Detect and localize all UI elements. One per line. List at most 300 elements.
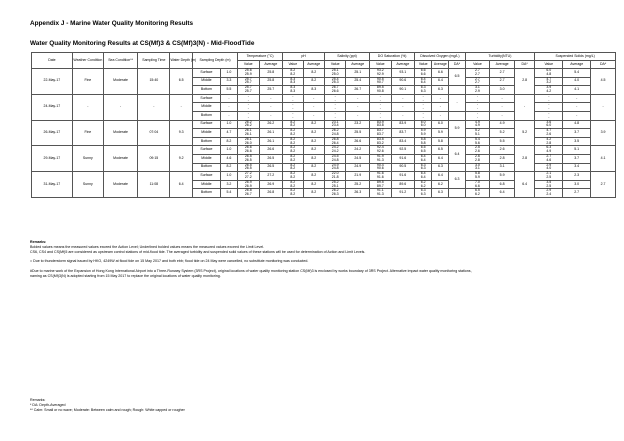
cell-turbidity-reading: 5.2 [474,128,480,133]
cell-ph [283,172,303,181]
cell-dissolved-oxygen-reading: 5.9 [420,128,426,133]
col-salinity: Salinity (ppt) [324,53,369,61]
cell-temperature-reading: 26.9 [244,179,252,184]
subcol-dov-value: Value [415,61,432,69]
cell-temperature-reading: - [247,110,249,115]
cell-temperature [238,86,259,95]
cell-ph-reading: - [292,97,294,102]
cell-suspended-solids-da: 4.1 [591,146,616,172]
footnote-sea: ** Calm: Small or no wave; Moderate: Between calm and rough; Rough: White capped or rougher [30,407,185,412]
cell-salinity-reading: 25.2 [331,179,339,184]
cell-dissolved-oxygen-average: 5.8 [432,137,449,146]
cell-dissolved-oxygen-reading: - [422,93,424,98]
cell-ph-average: - [303,103,324,112]
cell-do-saturation-reading: 83.2 [376,140,384,145]
cell-do-saturation-reading: 92.4 [376,145,384,150]
cell-ph-average: 8.2 [303,120,324,129]
cell-salinity [324,189,345,198]
cell-dissolved-oxygen-average: 6.3 [432,189,449,198]
cell-suspended-solids-da: 3.9 [591,120,616,146]
cell-temperature [238,172,259,181]
cell-temperature-average: 26.1 [259,137,283,146]
cell-dissolved-oxygen-da: 6.3 [449,172,465,189]
cell-do-saturation-reading: 93.2 [376,68,384,72]
cell-do-saturation-average: 89.6 [391,180,415,189]
cell-turbidity-da: 2.8 [514,146,534,172]
cell-dissolved-oxygen-da-empty [449,86,465,95]
cell-temperature [238,111,259,120]
cell-dissolved-oxygen-reading: - [422,97,424,102]
water-quality-table [31,52,616,198]
col-sea: Sea Condition** [103,53,137,69]
cell-do-saturation [370,189,391,198]
cell-water-depth: 9.3 [170,120,193,146]
cell-dissolved-oxygen-da-empty [449,163,465,172]
cell-date: 31-May-17 [32,172,73,198]
cell-temperature-reading: 26.1 [244,131,252,136]
cell-temperature-reading: - [247,97,249,102]
cell-temperature-reading: 26.7 [244,192,252,197]
cell-dissolved-oxygen-average: - [432,103,449,112]
cell-dissolved-oxygen [415,129,432,138]
cell-do-saturation-reading: 83.5 [376,136,384,141]
cell-dissolved-oxygen-da-empty [449,137,465,146]
cell-ph-reading: - [292,106,294,111]
cell-depth-level: Middle [192,154,220,163]
cell-dissolved-oxygen [415,154,432,163]
cell-depth-level: Surface [192,146,220,155]
cell-ph-reading: 8.2 [290,183,296,188]
cell-sampling-depth: 8.2 [220,163,237,172]
remarks-line: naming as CS(Mf)3(N) is adopted starting from 15 May 2017 to replace the original locations of water quality monitoring. [30,273,221,278]
cell-salinity [324,154,345,163]
subcol-ss-average: Average [563,61,591,69]
cell-ph-reading: 8.2 [290,140,296,145]
cell-do-saturation [370,86,391,95]
cell-do-saturation-average: 91.6 [391,172,415,181]
cell-ph-average: 8.2 [303,154,324,163]
cell-turbidity-average: 2.6 [490,146,515,155]
cell-salinity-reading: 24.9 [331,162,339,167]
cell-depth-level: Bottom [192,189,220,198]
cell-temperature-reading: - [247,102,249,107]
cell-turbidity-reading: 3.1 [474,166,480,171]
cell-ph-reading: 8.3 [290,85,296,90]
col-weather: Weather Condition [72,53,103,69]
cell-sea: Moderate [103,146,137,172]
cell-dissolved-oxygen-da-empty [449,189,465,198]
cell-suspended-solids-reading: 3.2 [546,80,552,85]
cell-do-saturation-average: 92.5 [391,146,415,155]
col-sampling-time: Sampling Time [138,53,170,69]
cell-ph-average: 8.2 [303,77,324,86]
cell-do-saturation-reading: - [379,97,381,102]
cell-suspended-solids-reading: 6.0 [546,68,552,72]
subcol-dov-da: DA* [449,61,465,69]
cell-sampling-time: 09:15 [138,146,170,172]
cell-ph-reading: - [292,102,294,107]
cell-turbidity-reading: - [476,97,479,102]
cell-turbidity-reading: 5.1 [474,131,480,136]
cell-turbidity-average: 4.9 [490,120,515,129]
cell-turbidity-average: - [490,111,515,120]
cell-dissolved-oxygen [415,69,432,78]
cell-depth-level: Bottom [192,137,220,146]
cell-salinity-reading: 25.4 [331,76,339,81]
cell-dissolved-oxygen-reading: 6.4 [420,76,426,81]
cell-salinity-reading: - [334,106,336,111]
cell-salinity [324,172,345,181]
cell-ph-reading: 8.2 [290,188,296,193]
cell-dissolved-oxygen-reading: 6.2 [420,183,426,188]
cell-salinity-reading: 26.7 [331,85,339,90]
cell-do-saturation-reading: 83.7 [376,131,384,136]
cell-dissolved-oxygen-reading: - [422,114,424,119]
cell-sampling-time: 11:08 [138,172,170,198]
cell-do-saturation-reading: 89.5 [376,179,384,184]
cell-turbidity-da: 2.8 [514,69,534,95]
cell-ph-average: 8.2 [303,180,324,189]
cell-temperature-reading: 26.1 [244,136,252,141]
cell-do-saturation-reading: 83.9 [376,119,384,124]
cell-salinity-reading: 26.3 [331,192,339,197]
cell-salinity-reading: 26.2 [331,128,339,133]
cell-depth-level: Middle [192,103,220,112]
cell-ph [283,154,303,163]
cell-suspended-solids-reading: - [548,93,550,98]
subcol-ph-average: Average [303,61,324,69]
cell-do-saturation-average: 90.1 [391,86,415,95]
cell-dissolved-oxygen-average: 6.5 [432,146,449,155]
cell-depth-level: Middle [192,77,220,86]
cell-depth-level: Middle [192,129,220,138]
cell-water-depth: 6.4 [170,172,193,198]
cell-sampling-time: 15:40 [138,69,170,95]
cell-temperature-reading: - [247,93,249,98]
cell-dissolved-oxygen-reading: 6.3 [420,192,426,197]
cell-sampling-depth: 4.6 [220,154,237,163]
cell-date: 29-May-17 [32,146,73,172]
cell-turbidity [465,111,490,120]
cell-temperature [238,129,259,138]
cell-ph-reading: 8.2 [290,123,296,128]
cell-ph-average: 8.2 [303,163,324,172]
cell-turbidity-reading: 5.8 [474,171,480,176]
cell-salinity-average: 25.4 [346,77,370,86]
cell-salinity [324,69,345,78]
cell-salinity-average: 25.2 [346,180,370,189]
cell-suspended-solids-average: 3.5 [563,137,591,146]
cell-do-saturation-average: 90.5 [391,163,415,172]
cell-sampling-time: 07:04 [138,120,170,146]
cell-salinity-reading: 25.1 [331,183,339,188]
cell-turbidity-reading: 2.7 [474,80,480,85]
cell-suspended-solids-reading: 4.2 [546,88,552,93]
subcol-ss-value: Value [535,61,563,69]
cell-dissolved-oxygen-da: 6.5 [449,69,465,86]
cell-suspended-solids-reading: 6.3 [546,145,552,150]
cell-salinity-average: 23.2 [346,120,370,129]
cell-turbidity-reading: - [476,110,479,115]
cell-salinity [324,111,345,120]
cell-turbidity-reading: 6.2 [474,192,480,197]
cell-suspended-solids-reading: 2.5 [546,174,552,179]
cell-temperature [238,69,259,78]
cell-temperature-reading: 26.9 [244,183,252,188]
subcol-ss-da: DA* [591,61,616,69]
cell-temperature-reading: 26.1 [244,128,252,133]
cell-do-saturation [370,172,391,181]
subcol-do-sat-average: Average [391,61,415,69]
cell-dissolved-oxygen-reading: 6.0 [420,119,426,124]
cell-salinity-reading: 25.0 [331,71,339,76]
cell-temperature-average: 26.1 [259,129,283,138]
cell-salinity-reading: 26.2 [331,188,339,193]
cell-do-saturation-reading: - [379,102,381,107]
cell-temperature-average: 25.7 [259,86,283,95]
cell-do-saturation-reading: 89.5 [376,85,384,90]
cell-dissolved-oxygen-reading: - [422,102,424,107]
cell-sampling-depth: 5.5 [220,86,237,95]
cell-temperature-reading: 27.2 [244,171,252,176]
cell-salinity-reading: 23.4 [331,123,339,128]
cell-do-saturation-average: 93.1 [391,69,415,78]
cell-depth-level: Surface [192,120,220,129]
footnotes-title: Remarks: [30,398,46,402]
cell-turbidity-reading: 3.0 [474,162,480,167]
cell-sampling-depth: 1.0 [220,120,237,129]
cell-do-saturation-reading: 89.7 [376,183,384,188]
cell-do-saturation-reading: 91.3 [376,192,384,197]
cell-salinity-reading: 21.8 [331,174,339,179]
cell-temperature-average: 27.2 [259,172,283,181]
cell-salinity-average: 26.3 [346,189,370,198]
col-turbidity: Turbidity(NTU) [465,53,535,61]
cell-water-depth: 9.2 [170,146,193,172]
cell-turbidity-reading: 2.7 [474,76,480,81]
cell-salinity-reading: 24.2 [331,145,339,150]
cell-salinity-average: - [346,111,370,120]
cell-temperature-reading: 25.9 [244,71,252,76]
cell-suspended-solids-reading: 2.9 [546,188,552,193]
cell-dissolved-oxygen-reading: 6.6 [420,68,426,72]
cell-suspended-solids-average: - [563,94,591,103]
cell-suspended-solids-reading: - [548,110,550,115]
cell-do-saturation-reading: 90.6 [376,166,384,171]
cell-turbidity-reading: 7.0 [474,179,480,184]
cell-salinity-reading: 24.8 [331,166,339,171]
cell-ph-average: 8.2 [303,69,324,78]
cell-ph-average: 8.3 [303,86,324,95]
table-row [32,146,616,155]
cell-dissolved-oxygen-reading: 6.4 [420,174,426,179]
cell-salinity-reading: 24.5 [331,153,339,158]
cell-weather: Fine [72,120,103,146]
cell-do-saturation-reading: 91.6 [376,171,384,176]
cell-do-saturation-reading: 90.4 [376,162,384,167]
cell-dissolved-oxygen-average: 6.3 [432,86,449,95]
remarks [30,240,615,283]
cell-temperature-reading: 26.5 [244,166,252,171]
cell-suspended-solids-reading: 3.6 [546,119,552,124]
subcol-ph-value: Value [283,61,303,69]
cell-suspended-solids-average: 5.4 [563,69,591,78]
remarks-line: = Due to thunderstorm signal issued by HKO, 4249W at flood tide on 15 May 2017 and both ebb; flood tide on 24 May were cancelled, no substitute monitoring was conducted. [30,259,309,264]
subcol-turbidity-value: Value [465,61,490,69]
cell-ph-reading: 8.2 [290,128,296,133]
cell-salinity-reading: 24.2 [331,149,339,154]
cell-turbidity [465,189,490,198]
cell-salinity-reading: 25.1 [331,68,339,72]
cell-depth-level: Bottom [192,86,220,95]
cell-dissolved-oxygen-average: 6.4 [432,77,449,86]
cell-dissolved-oxygen-reading: 5.8 [420,140,426,145]
cell-sea: Moderate [103,172,137,198]
cell-suspended-solids-reading: 6.0 [546,123,552,128]
cell-do-saturation-reading: - [379,93,381,98]
cell-do-saturation-reading: 90.7 [376,80,384,85]
cell-suspended-solids-average: 2.7 [563,189,591,198]
cell-salinity-reading: 26.4 [331,140,339,145]
cell-suspended-solids-reading: 2.4 [546,192,552,197]
cell-ph-average: 8.2 [303,146,324,155]
cell-dissolved-oxygen [415,86,432,95]
col-water-depth: Water Depth (m) [170,53,193,69]
cell-ph-reading: 8.2 [290,192,296,197]
cell-suspended-solids-da: 4.5 [591,69,616,95]
cell-do-saturation-reading: 92.6 [376,149,384,154]
cell-sea: Moderate [103,120,137,146]
cell-ph-average: - [303,111,324,120]
cell-salinity-average: 25.5 [346,129,370,138]
cell-do-saturation-average: - [391,111,415,120]
cell-temperature-reading: - [247,106,249,111]
subcol-dov-average: Average [432,61,449,69]
cell-salinity-reading: 22.0 [331,171,339,176]
cell-turbidity [465,69,490,78]
cell-sampling-depth: - [220,103,237,112]
footnote-da: * DA: Depth-Averaged [30,402,66,407]
cell-turbidity [465,86,490,95]
cell-salinity-reading: 23.1 [331,119,339,124]
cell-dissolved-oxygen-reading: 6.3 [420,188,426,193]
cell-dissolved-oxygen-reading: 6.3 [420,85,426,90]
cell-dissolved-oxygen-reading: 6.3 [420,162,426,167]
cell-temperature-reading: 26.5 [244,153,252,158]
cell-salinity-reading: - [334,97,336,102]
cell-suspended-solids-reading: 4.0 [546,166,552,171]
cell-turbidity-da: 5.2 [514,120,534,146]
cell-suspended-solids [535,86,563,95]
cell-turbidity-reading: 6.5 [474,188,480,193]
cell-dissolved-oxygen-reading: 6.5 [420,149,426,154]
cell-turbidity-average: 5.9 [490,172,515,181]
cell-salinity-reading: - [334,114,336,119]
cell-do-saturation-average: 83.4 [391,137,415,146]
cell-ph-reading: 8.2 [290,162,296,167]
cell-turbidity-average: 5.5 [490,137,515,146]
cell-salinity-average: 24.9 [346,163,370,172]
subcol-temp-value: Value [238,61,259,69]
cell-dissolved-oxygen-da-empty [449,111,465,120]
cell-turbidity-average: 2.7 [490,77,515,86]
cell-turbidity-reading: 5.4 [474,136,480,141]
cell-turbidity-reading: 3.1 [474,85,480,90]
cell-ph-reading: 8.2 [290,136,296,141]
table-row [32,172,616,181]
cell-suspended-solids [535,129,563,138]
cell-turbidity-reading: 2.7 [474,71,480,76]
cell-turbidity-reading: 5.9 [474,174,480,179]
col-ph: pH [283,53,325,61]
cell-ph-reading: 8.2 [290,171,296,176]
cell-turbidity-reading: - [476,114,479,119]
cell-ph-reading: 8.2 [290,119,296,124]
cell-ph [283,129,303,138]
cell-weather: - [72,94,103,120]
cell-ph-average: 8.2 [303,129,324,138]
col-dissolved-oxygen: Dissolved Oxygen (mg/L) [415,53,465,61]
cell-ph-average: 8.2 [303,189,324,198]
cell-temperature-reading: 25.7 [244,76,252,81]
cell-temperature-reading: 25.7 [244,80,252,85]
cell-date: 22-May-17 [32,69,73,95]
cell-temperature-average: 26.9 [259,180,283,189]
cell-salinity-average: 25.1 [346,69,370,78]
cell-do-saturation-average: - [391,94,415,103]
cell-temperature-reading: 26.0 [244,140,252,145]
table-row [32,120,616,129]
cell-sampling-depth: 5.4 [220,189,237,198]
cell-temperature [238,189,259,198]
cell-temperature-reading: 27.2 [244,174,252,179]
cell-suspended-solids-average: 3.7 [563,154,591,163]
cell-dissolved-oxygen-average: 6.4 [432,172,449,181]
cell-do-saturation [370,111,391,120]
cell-suspended-solids-reading: 4.6 [546,157,552,162]
cell-dissolved-oxygen [415,172,432,181]
cell-temperature-average: 26.5 [259,154,283,163]
cell-ph-average: - [303,94,324,103]
cell-turbidity-reading: - [476,102,479,107]
cell-suspended-solids-average: 4.1 [563,86,591,95]
cell-suspended-solids [535,172,563,181]
cell-suspended-solids-reading: 2.7 [546,153,552,158]
cell-sampling-time: - [138,94,170,120]
cell-suspended-solids-reading: - [548,114,550,119]
cell-do-saturation-reading: 90.5 [376,76,384,81]
cell-salinity-average: 24.2 [346,146,370,155]
cell-dissolved-oxygen-average: 6.0 [432,120,449,129]
cell-turbidity-reading: 5.6 [474,140,480,145]
cell-dissolved-oxygen-reading: - [422,106,424,111]
cell-do-saturation-reading: 83.8 [376,123,384,128]
remarks-line: #Due to marine work of the Expansion of Hong Kong International Airport into a Three-Runway System (3RS Project), original locations of water quality monitoring station CS(Mf)3 is enclosed by works boundary of 3RS Project. Alternative impact water quality monitoring stations, [30,268,472,273]
footnotes [30,398,185,412]
cell-sampling-depth: - [220,111,237,120]
cell-do-saturation [370,154,391,163]
cell-do-saturation-average: - [391,103,415,112]
cell-dissolved-oxygen-da: - [449,94,465,111]
col-date: Date [32,53,73,69]
cell-temperature [238,154,259,163]
cell-suspended-solids-reading: - [548,102,550,107]
cell-dissolved-oxygen-reading: 5.9 [420,131,426,136]
cell-temperature-reading: 26.8 [244,188,252,193]
cell-do-saturation-reading: 92.9 [376,71,384,76]
cell-temperature-reading: 26.6 [244,149,252,154]
cell-sea: - [103,94,137,120]
